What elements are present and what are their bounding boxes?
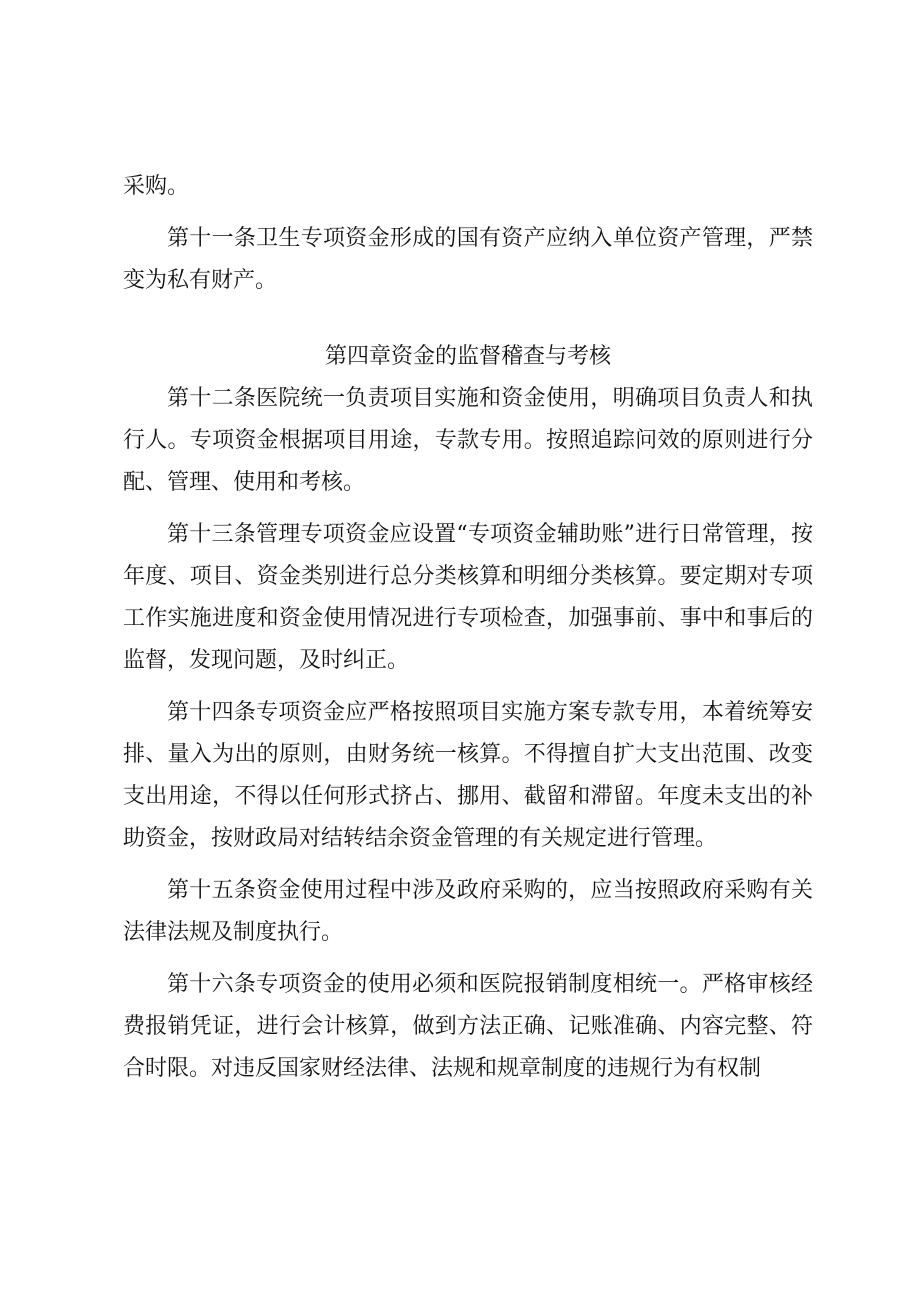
article-12: 第十二条医院统一负责项目实施和资金使用，明确项目负责人和执行人。专项资金根据项目用途，专款专用。按照追踪问效的原则进行分配、管理、使用和考核。 [123, 386, 813, 495]
article-15: 第十五条资金使用过程中涉及政府采购的，应当按照政府采购有关法律法规及制度执行。 [123, 878, 813, 945]
chapter-heading: 第四章资金的监督稽查与考核 [324, 344, 611, 369]
article-13: 第十三条管理专项资金应设置“专项资金辅助账”进行日常管理，按年度、项目、资金类别进行总分类核算和明细分类核算。要定期对专项工作实施进度和资金使用情况进行专项检查，加强事前、事中和事后的监督，发现问题，及时纠正。 [123, 522, 813, 673]
document-body [123, 166, 813, 1100]
article-14: 第十四条专项资金应严格按照项目实施方案专款专用，本着统筹安排、量入为出的原则，由财务统一核算。不得擅自扩大支出范围、改变支出用途，不得以任何形式挤占、挪用、截留和滞留。年度未支出的补助资金，按财政局对结转结余资金管理的有关规定进行管理。 [123, 700, 813, 851]
continuation-text: 采购。 [123, 174, 190, 199]
article-11: 第十一条卫生专项资金形成的国有资产应纳入单位资产管理，严禁变为私有财产。 [123, 226, 813, 293]
article-16: 第十六条专项资金的使用必须和医院报销制度相统一。严格审核经费报销凭证，进行会计核算，做到方法正确、记账准确、内容完整、符合时限。对违反国家财经法律、法规和规章制度的违规行为有权制 [123, 972, 813, 1081]
